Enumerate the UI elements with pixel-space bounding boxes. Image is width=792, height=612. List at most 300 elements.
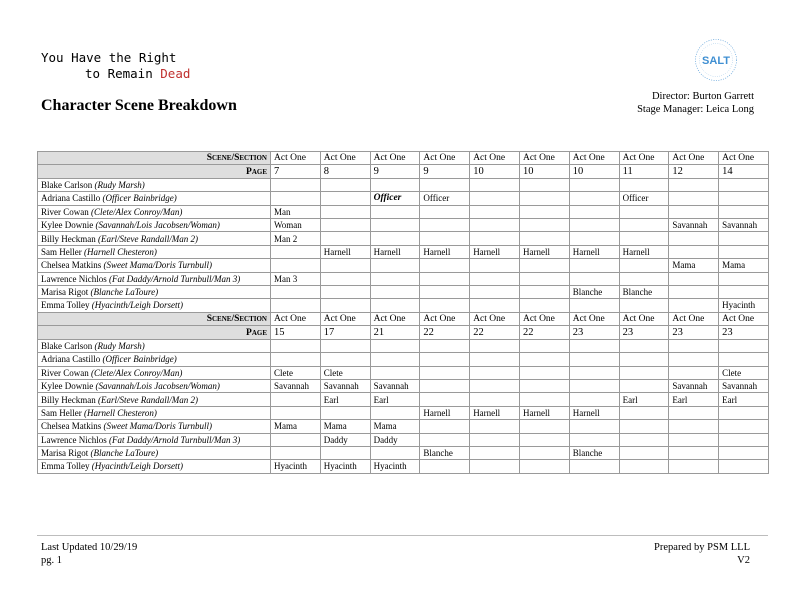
role-cell: Savannah: [370, 379, 420, 392]
role-cell: [320, 339, 370, 352]
role-cell: [420, 178, 470, 191]
table-row: [38, 379, 769, 392]
role-cell: Harnell: [569, 406, 619, 419]
role-cell: [719, 406, 769, 419]
page-title: Character Scene Breakdown: [41, 97, 237, 114]
role-cell: [370, 178, 420, 191]
role-cell: [470, 353, 520, 366]
role-cell: [470, 420, 520, 433]
role-names: (Earl/Steve Randall/Man 2): [98, 394, 198, 405]
show-title-line2-prefix: to Remain: [85, 66, 161, 81]
role-cell: [719, 353, 769, 366]
scene-section-cell: Act One: [669, 152, 719, 165]
page-number-cell: 8: [320, 165, 370, 178]
role-cell: [271, 259, 321, 272]
role-cell: [420, 232, 470, 245]
role-cell: [420, 259, 470, 272]
actor-name: Chelsea Matkins: [41, 421, 102, 432]
role-names: (Blanche LaToure): [90, 448, 159, 459]
role-cell: Hyacinth: [719, 299, 769, 312]
role-names: (Blanche LaToure): [90, 287, 159, 298]
role-cell: [370, 299, 420, 312]
role-cell: [569, 299, 619, 312]
table-row: [38, 245, 769, 258]
page-number-cell: 17: [320, 326, 370, 339]
role-cell: [569, 272, 619, 285]
role-cell: [271, 178, 321, 191]
role-cell: [719, 285, 769, 298]
role-cell: [669, 299, 719, 312]
page-number-cell: 10: [519, 165, 569, 178]
role-cell: [519, 366, 569, 379]
prepared-by: Prepared by PSM LLL: [654, 542, 750, 553]
scene-section-cell: Act One: [470, 313, 520, 326]
scene-section-cell: Act One: [719, 152, 769, 165]
show-title-line2: [41, 66, 190, 82]
role-cell: Savannah: [669, 379, 719, 392]
role-cell: Hyacinth: [370, 460, 420, 473]
show-title: [41, 50, 190, 82]
role-cell: [420, 205, 470, 218]
actor-name: Billy Heckman: [41, 233, 96, 244]
role-cell: Earl: [669, 393, 719, 406]
role-cell: Earl: [320, 393, 370, 406]
scene-section-cell: Act One: [271, 152, 321, 165]
cast-member-cell: [38, 420, 271, 433]
role-cell: Savannah: [719, 218, 769, 231]
role-cell: [470, 232, 520, 245]
actor-name: Lawrence Nichlos: [41, 273, 107, 284]
role-cell: [519, 299, 569, 312]
role-cell: [470, 218, 520, 231]
role-names: (Harnell Chesteron): [84, 246, 157, 257]
actor-name: Emma Tolley: [41, 300, 90, 311]
role-cell: [470, 460, 520, 473]
role-cell: [719, 272, 769, 285]
role-cell: Harnell: [519, 406, 569, 419]
role-cell: [370, 446, 420, 459]
actor-name: Kylee Downie: [41, 381, 94, 392]
role-cell: [320, 299, 370, 312]
role-cell: [669, 406, 719, 419]
role-cell: [519, 259, 569, 272]
scene-section-label: Scene/Section: [38, 313, 271, 326]
scene-section-cell: Act One: [320, 152, 370, 165]
page-number-cell: 22: [519, 326, 569, 339]
role-cell: [719, 446, 769, 459]
last-updated: Last Updated 10/29/19: [41, 542, 138, 553]
actor-name: Kylee Downie: [41, 220, 94, 231]
role-cell: [271, 285, 321, 298]
breakdown-table-1: [37, 151, 769, 313]
scene-section-cell: Act One: [619, 152, 669, 165]
role-cell: [519, 232, 569, 245]
role-cell: Harnell: [569, 245, 619, 258]
table-row: [38, 406, 769, 419]
role-cell: Savannah: [320, 379, 370, 392]
role-cell: [519, 393, 569, 406]
page-number-cell: 7: [271, 165, 321, 178]
role-cell: [420, 420, 470, 433]
role-cell: [271, 433, 321, 446]
footer-right: [654, 541, 750, 567]
page-label: Page: [38, 326, 271, 339]
page-number-cell: 10: [470, 165, 520, 178]
role-cell: [669, 192, 719, 205]
role-cell: Harnell: [420, 245, 470, 258]
role-cell: [569, 339, 619, 352]
role-cell: [370, 259, 420, 272]
page-number-cell: 22: [470, 326, 520, 339]
role-cell: Daddy: [370, 433, 420, 446]
table-row: [38, 393, 769, 406]
table-row: [38, 178, 769, 191]
role-cell: Harnell: [470, 406, 520, 419]
role-cell: [320, 218, 370, 231]
table-row: [38, 232, 769, 245]
page-number-cell: 23: [569, 326, 619, 339]
cast-member-cell: [38, 285, 271, 298]
cast-member-cell: [38, 446, 271, 459]
actor-name: Blake Carlson: [41, 340, 93, 351]
role-cell: Officer: [370, 192, 420, 205]
scene-section-row: [38, 152, 769, 165]
cast-member-cell: [38, 433, 271, 446]
role-names: (Sweet Mama/Doris Turnbull): [103, 260, 213, 271]
role-cell: [271, 406, 321, 419]
role-cell: [669, 433, 719, 446]
role-cell: [519, 178, 569, 191]
role-cell: [669, 285, 719, 298]
actor-name: Billy Heckman: [41, 394, 96, 405]
role-cell: [420, 218, 470, 231]
role-cell: [320, 232, 370, 245]
cast-member-cell: [38, 366, 271, 379]
role-cell: [719, 205, 769, 218]
actor-name: Adriana Castillo: [41, 354, 101, 365]
role-cell: [569, 218, 619, 231]
role-cell: [719, 178, 769, 191]
scene-section-cell: Act One: [619, 313, 669, 326]
role-names: (Sweet Mama/Doris Turnbull): [103, 421, 213, 432]
role-cell: [619, 259, 669, 272]
role-names: (Rudy Marsh): [94, 179, 145, 190]
role-cell: [320, 192, 370, 205]
role-cell: [669, 245, 719, 258]
role-cell: [569, 393, 619, 406]
page-number-cell: 14: [719, 165, 769, 178]
role-cell: Blanche: [569, 446, 619, 459]
role-cell: Woman: [271, 218, 321, 231]
table-row: [38, 460, 769, 473]
role-cell: [320, 205, 370, 218]
role-cell: Earl: [619, 393, 669, 406]
actor-name: Emma Tolley: [41, 461, 90, 472]
role-cell: [569, 366, 619, 379]
role-cell: [619, 205, 669, 218]
scene-section-cell: Act One: [470, 152, 520, 165]
page-label: Page: [38, 165, 271, 178]
actor-name: Chelsea Matkins: [41, 260, 102, 271]
table-row: [38, 446, 769, 459]
cast-member-cell: [38, 299, 271, 312]
role-cell: Man: [271, 205, 321, 218]
role-cell: Clete: [719, 366, 769, 379]
director-credit: Director: Burton Garrett: [651, 91, 754, 102]
role-cell: [470, 259, 520, 272]
role-cell: [420, 433, 470, 446]
cast-member-cell: [38, 272, 271, 285]
cast-member-cell: [38, 232, 271, 245]
role-cell: [470, 446, 520, 459]
role-cell: [420, 366, 470, 379]
role-cell: Harnell: [470, 245, 520, 258]
role-cell: [719, 460, 769, 473]
role-cell: [669, 446, 719, 459]
role-cell: [320, 178, 370, 191]
staff-credits: [637, 90, 754, 116]
role-cell: [519, 460, 569, 473]
table-row: [38, 299, 769, 312]
role-cell: [569, 433, 619, 446]
role-cell: [669, 232, 719, 245]
role-cell: [669, 420, 719, 433]
role-cell: [370, 272, 420, 285]
page-number: pg. 1: [41, 555, 62, 566]
role-cell: Harnell: [420, 406, 470, 419]
role-cell: [271, 446, 321, 459]
role-names: (Fat Daddy/Arnold Turnbull/Man 3): [108, 273, 241, 284]
role-cell: [370, 339, 420, 352]
page-number-cell: 22: [420, 326, 470, 339]
role-names: (Harnell Chesteron): [84, 407, 157, 418]
role-cell: [470, 299, 520, 312]
role-cell: [619, 299, 669, 312]
page-number-cell: 21: [370, 326, 420, 339]
role-cell: [569, 460, 619, 473]
role-cell: [669, 460, 719, 473]
role-cell: Savannah: [669, 218, 719, 231]
role-cell: [569, 232, 619, 245]
role-cell: [420, 393, 470, 406]
role-cell: [470, 393, 520, 406]
table-row: [38, 339, 769, 352]
page-number-cell: 10: [569, 165, 619, 178]
role-cell: [271, 393, 321, 406]
table-row: [38, 192, 769, 205]
cast-member-cell: [38, 205, 271, 218]
role-cell: [569, 178, 619, 191]
page-row: [38, 165, 769, 178]
scene-section-cell: Act One: [569, 313, 619, 326]
role-cell: Mama: [370, 420, 420, 433]
role-cell: Blanche: [619, 285, 669, 298]
role-cell: [519, 379, 569, 392]
role-cell: [470, 178, 520, 191]
actor-name: Sam Heller: [41, 407, 82, 418]
scene-section-cell: Act One: [719, 313, 769, 326]
role-cell: [420, 379, 470, 392]
actor-name: Marisa Rigot: [41, 448, 89, 459]
role-cell: Clete: [271, 366, 321, 379]
role-cell: [719, 232, 769, 245]
breakdown-table-2: [37, 312, 769, 474]
scene-section-cell: Act One: [370, 313, 420, 326]
table-row: [38, 218, 769, 231]
table-row: [38, 259, 769, 272]
table-row: [38, 353, 769, 366]
role-cell: [619, 353, 669, 366]
role-cell: [619, 406, 669, 419]
role-cell: Hyacinth: [320, 460, 370, 473]
table-row: [38, 366, 769, 379]
logo-text: SALT: [702, 55, 730, 67]
role-cell: [420, 339, 470, 352]
scene-section-cell: Act One: [271, 313, 321, 326]
role-cell: Savannah: [271, 379, 321, 392]
role-cell: [271, 353, 321, 366]
table-row: [38, 420, 769, 433]
table-row: [38, 272, 769, 285]
page-number-cell: 9: [420, 165, 470, 178]
role-cell: [470, 379, 520, 392]
role-cell: [470, 285, 520, 298]
role-cell: Man 3: [271, 272, 321, 285]
role-cell: [569, 353, 619, 366]
role-cell: [519, 339, 569, 352]
role-cell: Mama: [320, 420, 370, 433]
role-cell: Mama: [271, 420, 321, 433]
cast-member-cell: [38, 245, 271, 258]
role-cell: [470, 433, 520, 446]
role-cell: [519, 285, 569, 298]
role-cell: Blanche: [569, 285, 619, 298]
role-cell: [420, 299, 470, 312]
role-cell: [619, 339, 669, 352]
role-cell: [271, 299, 321, 312]
role-cell: [719, 245, 769, 258]
role-cell: [619, 178, 669, 191]
role-cell: [370, 285, 420, 298]
actor-name: River Cowan: [41, 367, 89, 378]
footer-left: [41, 541, 137, 567]
actor-name: River Cowan: [41, 206, 89, 217]
role-cell: [320, 353, 370, 366]
role-cell: Man 2: [271, 232, 321, 245]
role-names: (Clete/Alex Conroy/Man): [91, 367, 183, 378]
role-cell: [320, 406, 370, 419]
scene-section-row: [38, 313, 769, 326]
role-cell: [519, 218, 569, 231]
role-cell: [719, 192, 769, 205]
role-cell: [569, 259, 619, 272]
cast-member-cell: [38, 353, 271, 366]
role-names: (Rudy Marsh): [94, 340, 145, 351]
role-cell: [519, 192, 569, 205]
role-cell: [569, 205, 619, 218]
role-cell: [271, 192, 321, 205]
role-cell: [470, 339, 520, 352]
role-cell: [669, 366, 719, 379]
role-cell: Officer: [420, 192, 470, 205]
role-cell: Hyacinth: [271, 460, 321, 473]
role-cell: [619, 433, 669, 446]
role-cell: Harnell: [320, 245, 370, 258]
page-number-cell: 23: [669, 326, 719, 339]
table-row: [38, 433, 769, 446]
role-names: (Officer Bainbridge): [102, 354, 177, 365]
role-cell: [619, 379, 669, 392]
stage-manager-credit: Stage Manager: Leica Long: [637, 104, 754, 115]
role-cell: [519, 272, 569, 285]
role-cell: [719, 420, 769, 433]
role-cell: [669, 272, 719, 285]
role-cell: [470, 272, 520, 285]
cast-member-cell: [38, 178, 271, 191]
role-names: (Hyacinth/Leigh Dorsett): [91, 461, 183, 472]
page-row: [38, 326, 769, 339]
role-cell: Harnell: [619, 245, 669, 258]
actor-name: Adriana Castillo: [41, 193, 101, 204]
page-number-cell: 23: [619, 326, 669, 339]
scene-section-cell: Act One: [370, 152, 420, 165]
role-cell: Harnell: [519, 245, 569, 258]
page-number-cell: 23: [719, 326, 769, 339]
cast-member-cell: [38, 406, 271, 419]
page-number-cell: 9: [370, 165, 420, 178]
role-cell: Harnell: [370, 245, 420, 258]
scene-section-cell: Act One: [569, 152, 619, 165]
role-cell: [420, 460, 470, 473]
role-cell: [619, 218, 669, 231]
role-cell: [669, 353, 719, 366]
role-cell: Clete: [320, 366, 370, 379]
role-cell: [519, 420, 569, 433]
cast-member-cell: [38, 192, 271, 205]
role-cell: [320, 259, 370, 272]
role-cell: [719, 433, 769, 446]
page-number-cell: 15: [271, 326, 321, 339]
role-cell: [271, 339, 321, 352]
role-cell: [420, 353, 470, 366]
role-cell: [420, 272, 470, 285]
role-cell: [669, 178, 719, 191]
role-cell: Daddy: [320, 433, 370, 446]
role-cell: Mama: [669, 259, 719, 272]
role-cell: [519, 205, 569, 218]
scene-section-cell: Act One: [669, 313, 719, 326]
cast-member-cell: [38, 339, 271, 352]
role-cell: Officer: [619, 192, 669, 205]
role-cell: Earl: [370, 393, 420, 406]
scene-section-cell: Act One: [420, 152, 470, 165]
cast-member-cell: [38, 259, 271, 272]
role-cell: [619, 232, 669, 245]
actor-name: Blake Carlson: [41, 179, 93, 190]
cast-member-cell: [38, 379, 271, 392]
show-title-line1: You Have the Right: [41, 50, 177, 65]
scene-section-cell: Act One: [519, 152, 569, 165]
role-cell: Savannah: [719, 379, 769, 392]
role-names: (Clete/Alex Conroy/Man): [91, 206, 183, 217]
role-cell: [619, 366, 669, 379]
role-cell: [470, 205, 520, 218]
role-cell: [271, 245, 321, 258]
show-title-accent: Dead: [160, 66, 191, 81]
role-cell: Earl: [719, 393, 769, 406]
role-cell: [569, 192, 619, 205]
role-cell: [370, 232, 420, 245]
